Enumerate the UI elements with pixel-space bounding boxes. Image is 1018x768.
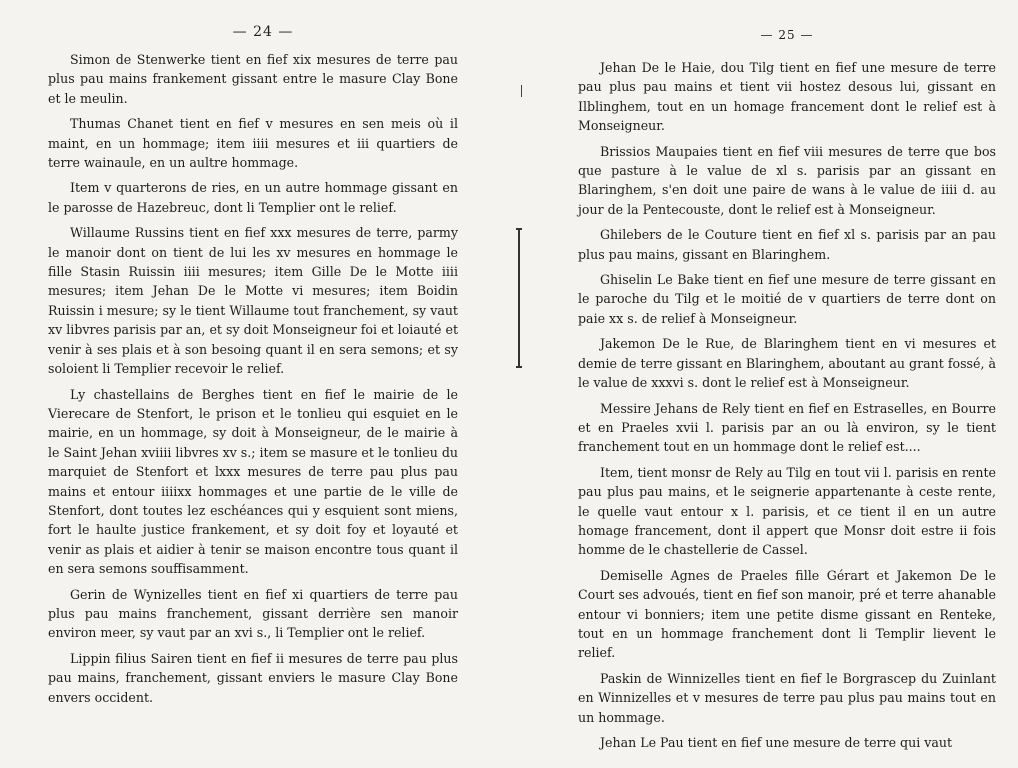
paragraph: Jakemon De le Rue, de Blaringhem tient en vi mesures et demie de terre gissant en Blaringhem, aboutant au grant fossé, à le value de xxxvi s. dont le relief est à Monseigneur. bbox=[578, 336, 996, 391]
paragraph: Item v quarterons de ries, en un autre hommage gissant en le parosse de Hazebreuc, dont li Templier ont le relief. bbox=[48, 180, 458, 215]
paragraph: Messire Jehans de Rely tient en fief en Estraselles, en Bourre et en Praeles xvii l. parisis par an ou là environ, sy le tient franchement tout en un hommage dont le relief est.... bbox=[578, 400, 996, 455]
paragraph: Paskin de Winnizelles tient en fief le Borgrascep du Zuinlant en Winnizelles et v mesures de terre pau plus pau mains tout en un hommage. bbox=[578, 670, 996, 725]
right-page bbox=[548, 0, 1018, 768]
paragraph: Willaume Russins tient en fief xxx mesures de terre, parmy le manoir dont on tient de lui les xv mesures en hommage le fille Stasin Ruissin iiii mesures; item Gille De le Motte iiii mesures; item Jehan De le Motte vi mesures; item Boidin Ruissin i mesure; sy le tient Willaume tout franchement, sy vaut xv libvres parisis par an, et sy doit Monseigneur foi et loiauté et venir à ses plais et à son besoing quant il en sera semons; et sy soloient li Templier recevoir le relief. bbox=[48, 225, 458, 377]
paragraph: Gerin de Wynizelles tient en fief xi quartiers de terre pau plus pau mains franchement, gissant derrière sen manoir environ meer, sy vaut par an xvi s., li Templier ont le relief. bbox=[48, 586, 458, 641]
gutter-mark bbox=[521, 85, 522, 97]
paragraph: Jehan Le Pau tient en fief une mesure de terre qui vaut bbox=[600, 735, 953, 750]
paragraph: Lippin filius Sairen tient en fief ii mesures de terre pau plus pau mains, franchement, gissant enviers le masure Clay Bone envers occident. bbox=[48, 650, 458, 705]
paragraph: Ghilebers de le Couture tient en fief xl s. parisis par an pau plus pau mains, gissant en Blaringhem. bbox=[578, 227, 996, 262]
page-number-right: — 25 — bbox=[760, 28, 814, 42]
paragraph: Thumas Chanet tient en fief v mesures en sen meis où il maint, en un hommage; item iiii mesures et iii quartiers de terre wainaule, en un aultre hommage. bbox=[48, 116, 458, 171]
gutter-rule bbox=[518, 228, 520, 368]
left-page bbox=[0, 0, 480, 768]
paragraph: Demiselle Agnes de Praeles fille Gérart et Jakemon De le Court ses advoués, tient en fief son manoir, pré et terre ahanable entour vi bonniers; item une petite disme gissant en Renteke, tout en un hommage franchement dont li Templir lievent le relief. bbox=[578, 567, 996, 661]
paragraph: Jehan De le Haie, dou Tilg tient en fief une mesure de terre pau plus pau mains et tient vii hostez desous lui, gissant en Ilblinghem, tout en un homage francement dont le relief est à Monseigneur. bbox=[578, 60, 996, 134]
paragraph: Ghiselin Le Bake tient en fief une mesure de terre gissant en le paroche du Tilg et le moitié de v quartiers de terre dont on paie xx s. de relief à Monseigneur. bbox=[578, 272, 996, 326]
paragraph: Simon de Stenwerke tient en fief xix mesures de terre pau plus pau mains frankement gissant entre le masure Clay Bone et le meulin. bbox=[48, 52, 458, 106]
paragraph: Item, tient monsr de Rely au Tilg en tout vii l. parisis en rente pau plus pau mains, et le seignerie appartenante à ceste rente, le quelle vaut entour x l. parisis, et ce tient il en un autre homage francement, dont il appert que Monsr doit estre ii fois homme de le chastellerie de Cassel. bbox=[578, 464, 996, 558]
paragraph: Brissios Maupaies tient en fief viii mesures de terre que bos que pasture à le value de xl s. parisis par an gissant en Blaringhem, s'en doit une paire de wans à le value de iiii d. au jour de la Pentecouste, dont le relief est à Monseigneur. bbox=[578, 143, 996, 217]
paragraph: Ly chastellains de Berghes tient en fief le mairie de le Vierecare de Stenfort, le prison et le tonlieu qui esquiet en le mairie, en un hommage, sy doit à Monseigneur, de le mairie à le Saint Jehan xviiii libvres xv s.; item se masure et le tonlieu du marquiet de Stenfort et lxxx mesures de terre pau plus pau mains et entour iiiixx hommages et une partie de le ville de Stenfort, dont toutes lez eschéances qui y esquient sont miens, fort le haulte justice frankement, et sy doit foy et loyauté et venir as plais et aidier à tenir se maison encontre tous quant il en sera semons souffisamment. bbox=[48, 386, 458, 577]
page-number-left: — 24 — bbox=[232, 24, 294, 40]
